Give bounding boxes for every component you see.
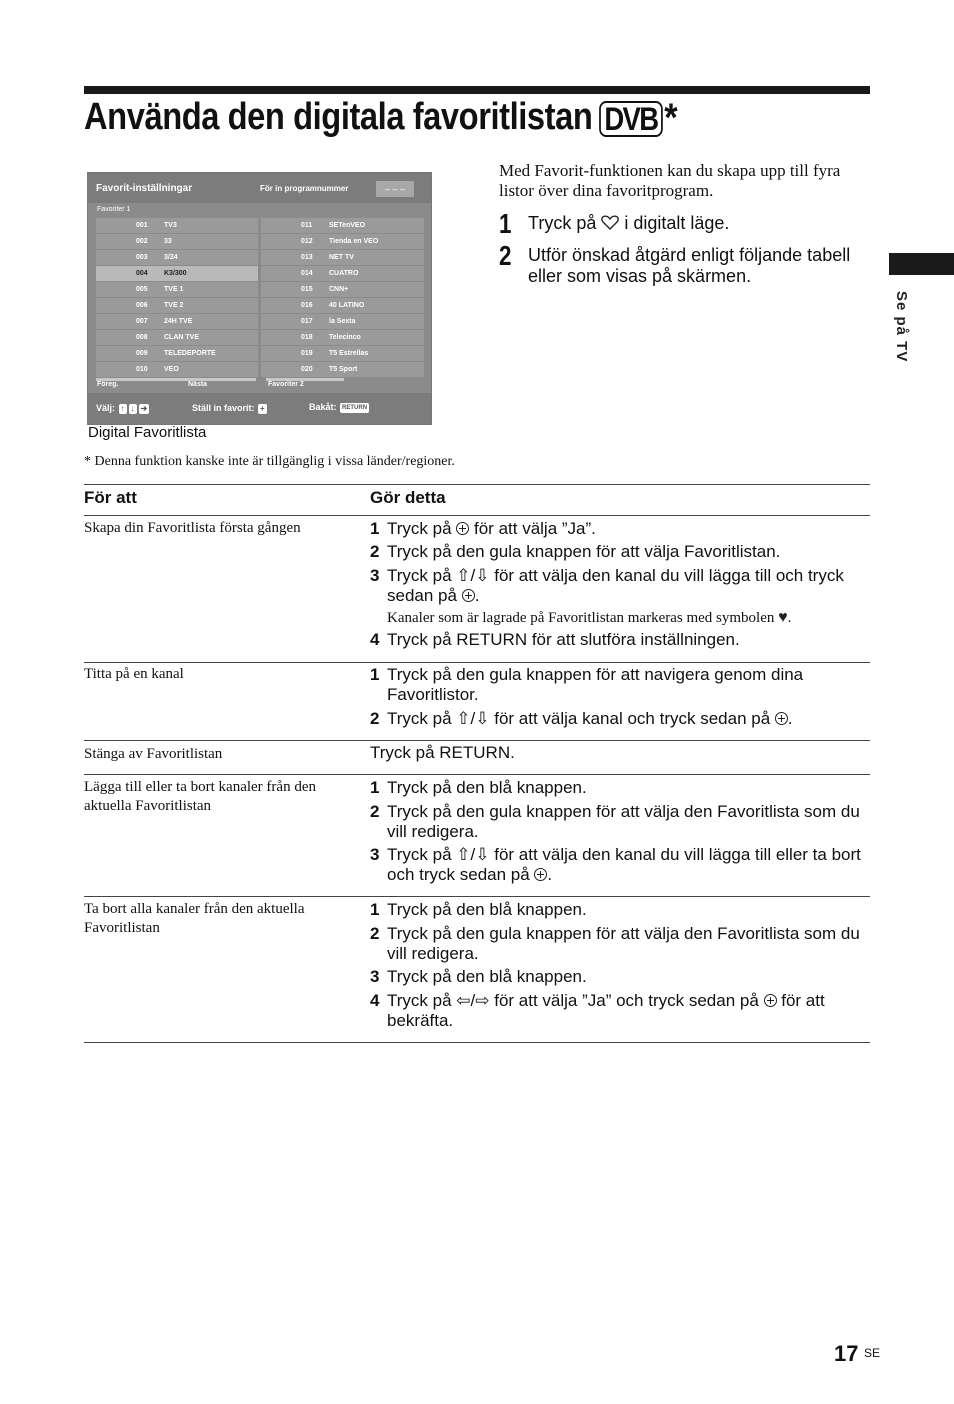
program-number-label: För in programnummer — [260, 184, 349, 193]
step-text-after: i digitalt läge. — [619, 213, 730, 233]
table-step-number: 1 — [370, 665, 380, 684]
table-step-text: Tryck på den blå knappen. — [387, 967, 587, 986]
table-step-text: Tryck på — [387, 709, 457, 728]
table-step-text: Tryck på RETURN för att slutföra inställningen. — [387, 630, 740, 649]
page-language-code: SE — [864, 1346, 881, 1360]
channel-name: 40 LATINO — [329, 302, 365, 309]
table-step — [370, 542, 870, 562]
table-step — [370, 519, 870, 539]
table-step — [370, 630, 870, 650]
step-number: 2 — [499, 240, 512, 271]
table-step-text: Tryck på — [387, 566, 457, 585]
table-step-text: Tryck på den gula knappen för att välja den Favoritlista som du vill redigera. — [387, 802, 860, 841]
channel-name: Tienda en VEO — [329, 238, 379, 245]
panel-navigation — [88, 378, 431, 391]
channel-name: TELEDEPORTE — [164, 350, 216, 357]
enter-button-icon — [775, 712, 788, 725]
nav-favorites-2[interactable]: Favoriter 2 — [268, 381, 304, 388]
table-step-text: Tryck på den blå knappen. — [387, 778, 587, 797]
table-row-rule — [84, 896, 870, 897]
table-step — [370, 778, 870, 798]
channel-name: 33 — [164, 238, 172, 245]
channel-row[interactable] — [261, 266, 424, 281]
channel-number: 020 — [301, 366, 313, 373]
table-step — [370, 924, 870, 964]
table-step — [370, 967, 870, 987]
channel-number: 019 — [301, 350, 313, 357]
table-step — [370, 802, 870, 842]
up-key-icon: ↑ — [120, 403, 125, 413]
table-step-plain — [370, 743, 870, 763]
table-step-text: Tryck på — [387, 519, 457, 538]
channel-name: VEO — [164, 366, 179, 373]
channel-name: T5 Estrellas — [329, 350, 369, 357]
table-row-label: Ta bort alla kanaler från den aktuella Favoritlistan — [84, 901, 305, 936]
table-step-text: Tryck på den gula knappen för att navigera genom dina Favoritlistor. — [387, 665, 804, 704]
channel-name: la Sexta — [329, 318, 356, 325]
channel-number: 002 — [136, 238, 148, 245]
table-note — [387, 609, 867, 627]
step-text-before: Tryck på — [528, 213, 602, 233]
table-header-rule — [84, 515, 870, 516]
section-label: Se på TV — [893, 291, 910, 363]
table-row-label: Stänga av Favoritlistan — [84, 746, 223, 762]
column-header-action: Gör detta — [370, 488, 446, 507]
table-top-rule — [84, 484, 870, 485]
table-row-rule — [84, 774, 870, 775]
table-step-number: 3 — [370, 566, 380, 585]
channel-number: 006 — [136, 302, 148, 309]
channel-number: 017 — [301, 318, 313, 325]
table-step — [370, 991, 870, 1031]
top-rule — [84, 86, 870, 94]
table-step-number: 2 — [370, 709, 380, 728]
channel-row[interactable] — [261, 314, 424, 329]
table-step — [370, 665, 870, 705]
table-row-rule — [84, 740, 870, 741]
channel-row[interactable] — [96, 362, 258, 377]
channel-name: Telecinco — [329, 334, 361, 341]
channel-row[interactable] — [261, 330, 424, 345]
channel-number: 001 — [136, 222, 148, 229]
heart-outline-icon — [601, 215, 619, 230]
channel-number: 003 — [136, 254, 148, 261]
panel-title: Favorit-inställningar — [96, 183, 193, 194]
table-step-text: . — [787, 709, 793, 728]
table-step — [370, 709, 870, 729]
channel-name: 24H TVE — [164, 318, 193, 325]
table-step-number: 3 — [370, 845, 380, 864]
set-favorite-label: Ställ in favorit: — [192, 403, 255, 413]
nav-prev[interactable]: Föreg. — [97, 381, 119, 388]
step-text — [528, 213, 873, 234]
channel-name: K3/300 — [164, 270, 187, 277]
table-note-text: . — [787, 610, 792, 626]
table-step-text: för att bekräfta. — [387, 991, 825, 1030]
channel-number: 010 — [136, 366, 148, 373]
favorites-list-label: Favoriter 1 — [97, 206, 131, 213]
channel-name: T5 Sport — [329, 366, 358, 373]
channel-row[interactable] — [261, 282, 424, 297]
enter-button-icon — [534, 868, 547, 881]
enter-key-icon: + — [260, 403, 265, 413]
dvb-logo: DVB — [599, 101, 662, 137]
table-step-text: . — [474, 586, 480, 605]
table-bottom-rule — [84, 1042, 870, 1043]
title-asterisk: * — [664, 96, 678, 140]
up-down-arrow-icon: ⇧/⇩ — [456, 566, 490, 585]
channel-row[interactable] — [261, 218, 424, 233]
step-number: 1 — [499, 208, 512, 239]
channel-row[interactable] — [96, 282, 258, 297]
section-tab — [889, 253, 954, 275]
channel-row[interactable] — [96, 250, 258, 265]
channel-number: 005 — [136, 286, 148, 293]
channel-row-selected[interactable] — [96, 266, 258, 281]
table-step-text: Tryck på — [387, 845, 457, 864]
channel-number: 014 — [301, 270, 313, 277]
nav-bar-left — [96, 378, 256, 381]
intro-paragraph: Med Favorit-funktionen kan du skapa upp till fyra listor över dina favoritprogram. — [499, 161, 841, 200]
channel-row[interactable] — [96, 330, 258, 345]
table-step-text: för att välja den kanal du vill lägga till och tryck sedan på — [387, 566, 844, 605]
table-step-number: 2 — [370, 802, 380, 821]
enter-button-icon — [456, 522, 469, 535]
channel-number: 013 — [301, 254, 313, 261]
channel-row[interactable] — [96, 346, 258, 361]
select-label: Välj: — [96, 403, 116, 413]
back-label: Bakåt: — [309, 402, 337, 412]
channel-row[interactable] — [261, 298, 424, 313]
table-step-text: Tryck på — [387, 991, 457, 1010]
channel-row[interactable] — [96, 298, 258, 313]
channel-row[interactable] — [261, 346, 424, 361]
screenshot-caption: Digital Favoritlista — [88, 424, 207, 441]
program-number-input[interactable]: – – – — [376, 181, 414, 197]
nav-next[interactable]: Nästa — [188, 381, 208, 388]
favorite-settings-screenshot — [87, 172, 432, 425]
channel-name: TVE 2 — [164, 302, 184, 309]
left-right-arrow-icon: ⇦/⇨ — [456, 991, 490, 1010]
channel-number: 015 — [301, 286, 313, 293]
channel-number: 007 — [136, 318, 148, 325]
panel-header — [88, 173, 431, 203]
table-step-text: Tryck på den gula knappen för att välja Favoritlistan. — [387, 542, 781, 561]
channel-name: CLAN TVE — [164, 334, 199, 341]
table-step-number: 4 — [370, 991, 380, 1010]
channel-row[interactable] — [96, 314, 258, 329]
channel-row[interactable] — [261, 250, 424, 265]
channel-number: 008 — [136, 334, 148, 341]
table-step-number: 1 — [370, 900, 380, 919]
channel-name: CUATRO — [329, 270, 359, 277]
table-step-text: för att välja kanal och tryck sedan på — [489, 709, 775, 728]
up-down-arrow-icon: ⇧/⇩ — [456, 709, 490, 728]
channel-row[interactable] — [96, 234, 258, 249]
channel-name: NET TV — [329, 254, 354, 261]
right-key-icon: ➔ — [140, 403, 148, 413]
table-step-text: Tryck på den blå knappen. — [387, 900, 587, 919]
heart-filled-icon: ♥ — [778, 609, 788, 626]
table-step-number: 1 — [370, 519, 380, 538]
column-header-goal: För att — [84, 488, 137, 507]
step-1 — [499, 208, 874, 238]
footnote: * Denna funktion kanske inte är tillgänglig i vissa länder/regioner. — [84, 454, 455, 469]
down-key-icon: ↓ — [130, 403, 135, 413]
channel-row[interactable] — [261, 234, 424, 249]
channel-row[interactable] — [96, 218, 258, 233]
table-step-text: för att välja ”Ja” och tryck sedan på — [489, 991, 764, 1010]
channel-number: 018 — [301, 334, 313, 341]
table-step-number: 3 — [370, 967, 380, 986]
table-step-number: 2 — [370, 924, 380, 943]
channel-number: 016 — [301, 302, 313, 309]
table-row-label: Lägga till eller ta bort kanaler från den aktuella Favoritlistan — [84, 779, 316, 814]
table-step-text: Tryck på RETURN. — [370, 743, 515, 762]
channel-name: 3/24 — [164, 254, 178, 261]
table-step-text: för att välja ”Ja”. — [469, 519, 596, 538]
table-row-rule — [84, 662, 870, 663]
channel-row[interactable] — [261, 362, 424, 377]
channel-number: 011 — [301, 222, 313, 229]
table-note-text: Kanaler som är lagrade på Favoritlistan markeras med symbolen — [387, 610, 779, 626]
table-step-number: 2 — [370, 542, 380, 561]
table-row-label: Skapa din Favoritlista första gången — [84, 520, 301, 536]
channel-name: SETenVEO — [329, 222, 366, 229]
panel-footer — [88, 393, 431, 424]
table-step-text: . — [547, 865, 553, 884]
channel-number: 012 — [301, 238, 313, 245]
table-step-number: 4 — [370, 630, 380, 649]
step-2 — [499, 240, 874, 290]
page-title-text: Använda den digitala favoritlistan — [84, 96, 593, 138]
channel-name: CNN+ — [329, 286, 349, 293]
page-title — [84, 96, 677, 141]
step-text: Utför önskad åtgärd enligt följande tabell eller som visas på skärmen. — [528, 245, 851, 286]
table-step — [370, 566, 870, 606]
return-key-icon: RETURN — [342, 404, 368, 411]
channel-name: TVE 1 — [164, 286, 184, 293]
table-step-text: Tryck på den gula knappen för att välja den Favoritlista som du vill redigera. — [387, 924, 860, 963]
table-row-label: Titta på en kanal — [84, 666, 184, 682]
table-step — [370, 845, 870, 885]
enter-button-icon — [462, 589, 475, 602]
table-step-text: för att välja den kanal du vill lägga till eller ta bort och tryck sedan på — [387, 845, 861, 884]
channel-number: 009 — [136, 350, 148, 357]
channel-number: 004 — [136, 270, 148, 277]
up-down-arrow-icon: ⇧/⇩ — [456, 845, 490, 864]
enter-button-icon — [764, 994, 777, 1007]
page-number: 17 — [834, 1341, 859, 1366]
channel-name: TV3 — [164, 222, 177, 229]
table-step-number: 1 — [370, 778, 380, 797]
table-step — [370, 900, 870, 920]
